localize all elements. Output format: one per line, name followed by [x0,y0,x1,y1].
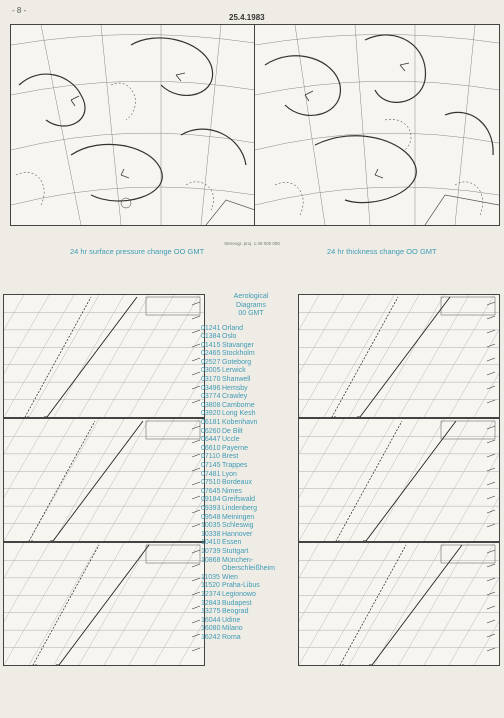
station-name: Bordeaux [222,479,252,487]
station-row [201,402,301,411]
station-id: 02465 [201,350,221,358]
station-row [201,591,301,600]
station-id: 06181 [201,419,221,427]
thickness-change-map [254,24,500,226]
station-row [201,488,301,497]
station-id: 16044 [201,616,221,624]
station-id: 07110 [201,453,220,461]
station-row [201,410,301,419]
station-id: 07645 [201,487,221,495]
station-name: De Bilt [222,427,243,435]
station-row [201,462,301,471]
station-name: Crawley [222,393,248,401]
station-name: Udine [222,616,241,624]
station-id: 11520 [201,582,220,590]
station-row [201,608,301,617]
station-id: 02527 [201,358,221,366]
station-id: 11035 [201,573,220,581]
station-row [201,574,301,583]
station-id: 01384 [201,333,221,341]
aerological-diagram [3,418,205,542]
station-row [201,333,301,342]
station-row [201,376,301,385]
station-id: 13275 [201,608,221,616]
station-id: 06610 [201,444,221,452]
station-name: Lerwick [222,367,246,375]
station-row [201,496,301,505]
station-name: Long Kesh [222,410,256,418]
station-id: 07481 [201,470,221,478]
station-name: Uccle [222,436,240,444]
station-row [201,505,301,514]
station-row [201,350,301,359]
station-id: 10739 [201,547,221,555]
station-id: 03774 [201,393,221,401]
station-row [201,453,301,462]
station-id: 07510 [201,479,221,487]
station-row [201,539,301,548]
station-name: Greifswald [222,496,256,504]
station-id: 12374 [201,590,221,598]
thickness-change-caption: 24 hr thickness change OO GMT [327,247,437,256]
station-name: Budapest [222,599,252,607]
station-row [201,479,301,488]
station-name: Praha-Libus [222,582,260,590]
station-row [201,522,301,531]
station-name: Stavanger [222,341,254,349]
station-row [201,582,301,591]
page-number: - 8 - [12,6,27,15]
station-name: Stockholm [222,350,255,358]
station-name: Trappes [222,462,248,469]
station-name: Hannover [222,530,253,538]
station-name: Meiningen [222,513,255,521]
station-id: 09184 [201,496,221,504]
station-name: Lyon [222,470,237,478]
aerological-diagram [3,542,205,666]
list-title-1: Aerological [233,293,269,300]
station-id: 10868 [201,556,221,564]
station-id: 03920 [201,410,221,418]
station-name: Stuttgart [222,547,249,555]
station-id: 10410 [201,539,221,547]
station-row [201,445,301,454]
station-name: Shanwell [222,376,251,384]
station-id: 16242 [201,633,221,641]
list-title-3: 00 GMT [238,310,264,317]
list-title-2: Diagrams [236,301,266,309]
station-name: Kobenhavn [222,419,258,427]
station-entries [201,325,301,643]
station-row [201,359,301,368]
aerological-diagram [3,294,205,418]
station-row [201,325,301,334]
station-row [201,428,301,437]
aerological-diagram [298,294,500,418]
station-name: Roma [222,633,241,641]
station-id: 10338 [201,530,221,538]
station-row [201,436,301,445]
station-id: 12843 [201,599,221,607]
station-row [201,385,301,394]
station-id: 16080 [201,625,221,633]
station-id: 06447 [201,436,221,444]
station-name: Milano [222,625,243,633]
station-row [201,367,301,376]
station-row [201,419,301,428]
station-row [201,514,301,523]
station-name: Nimes [222,487,242,495]
aerological-diagram [298,418,500,542]
station-id: 07145 [201,462,221,469]
station-name: München- [222,556,254,564]
station-name: Wien [222,573,238,581]
station-row [201,342,301,351]
station-row [201,557,301,566]
station-id: 01415 [201,341,221,349]
station-id: 03170 [201,376,221,384]
page-date: 25.4.1983 [229,13,265,22]
station-id: 09548 [201,513,221,521]
station-list [201,293,301,642]
station-name: Hemsby [222,384,248,392]
station-row [201,531,301,540]
station-id: 09393 [201,504,221,512]
station-row [201,634,301,643]
station-id: 10035 [201,522,221,530]
station-name: Essen [222,539,242,547]
station-row [201,625,301,634]
station-row [201,600,301,609]
station-row [201,393,301,402]
station-id: 03808 [201,401,221,409]
station-name: Oslo [222,333,237,341]
station-id: 03005 [201,367,221,375]
station-name: Lindenberg [222,504,258,512]
station-name: Payerne [222,444,249,452]
station-name: Schleswig [222,522,254,530]
station-name: Beograd [222,608,249,616]
station-row [201,617,301,626]
station-row [201,471,301,480]
aerological-diagram [298,542,500,666]
station-name: Legionowo [222,590,256,598]
station-name: Oberschleißheim [222,565,275,573]
station-name: Brest [222,453,239,461]
station-id: 03496 [201,384,221,392]
projection-note: Stereogr. proj. 1:40 000 000 [224,241,280,246]
station-name: Goteborg [222,358,252,366]
pressure-change-caption: 24 hr surface pressure change OO GMT [70,247,205,256]
station-id: 06260 [201,427,221,435]
pressure-change-map [10,24,256,226]
station-name: Camborne [222,401,255,409]
station-id: 01241 [201,324,221,332]
station-name: Orland [222,324,244,332]
station-row [201,565,301,574]
station-row [201,548,301,557]
